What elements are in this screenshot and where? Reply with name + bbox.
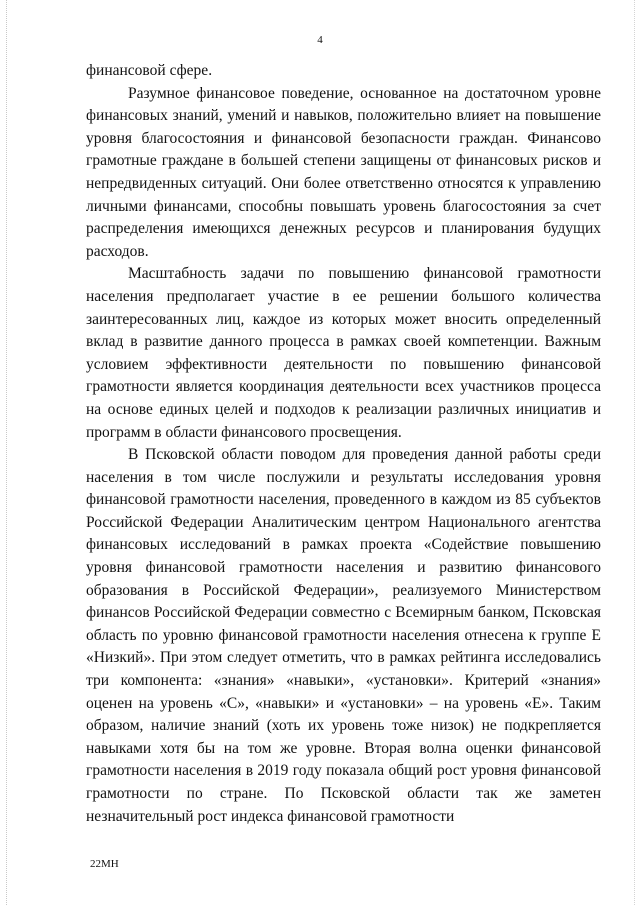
scan-edge-left — [6, 0, 8, 905]
paragraph: Разумное финансовое поведение, основанное на достаточном уровне финансовых знаний, умений и навыков, положительно влияет на повышение уровня благосостояния и финансовой безопасности граждан. Финансово грамотные граждане в большей степени защищены от финансовых рисков и непредвиденных ситуаций. Они более ответственно относятся к управлению личными финансами, способны повышать уровень благосостояния за счет распределения имеющихся денежных ресурсов и планирования будущих расходов. — [86, 84, 601, 260]
footer-code: 22МН — [90, 858, 119, 870]
paragraph-continuation: финансовой сфере. — [86, 62, 213, 79]
paragraph: В Псковской области поводом для проведения данной работы среди населения в том числе послужили и результаты исследования уровня финансовой грамотности населения, проведенного в каждом из 85 субъектов Российской Федерации Аналитическим центром Национального агентства финансовых исследований в рамках проекта «Содействие повышению уровня финансовой грамотности населения и развитию финансового образования в Российской Федерации», реализуемого Министерством финансов Российской Федерации совместно с Всемирным банком, Псковская область по уровню финансовой грамотности населения отнесена к группе Е «Низкий». При этом следует отметить, что в рамках рейтинга исследовались три компонента: «знания» «навыки», «установки». Критерий «знания» оценен на уровень «С», «навыки» и «установки» – на уровень «Е». Таким образом, наличие знаний (хоть их уровень тоже низок) не подкрепляется навыками хотя бы на том же уровне. Вторая волна оценки финансовой грамотности населения в 2019 году показала общий рост уровня финансовой грамотности по стране. По Псковской области так же заметен незначительный рост индекса финансовой грамотности — [86, 446, 601, 825]
page-number: 4 — [317, 34, 323, 46]
scan-edge-right — [634, 0, 636, 905]
document-body — [86, 60, 601, 828]
paragraph: Масштабность задачи по повышению финансовой грамотности населения предполагает участие в ее решении большого количества заинтересованных лиц, каждое из которых может вносить определенный вклад в развитие данного процесса в рамках своей компетенции. Важным условием эффективности деятельности по повышению финансовой грамотности является координация деятельности всех участников процесса на основе единых целей и подходов к реализации различных инициатив и программ в области финансового просвещения. — [86, 265, 601, 441]
